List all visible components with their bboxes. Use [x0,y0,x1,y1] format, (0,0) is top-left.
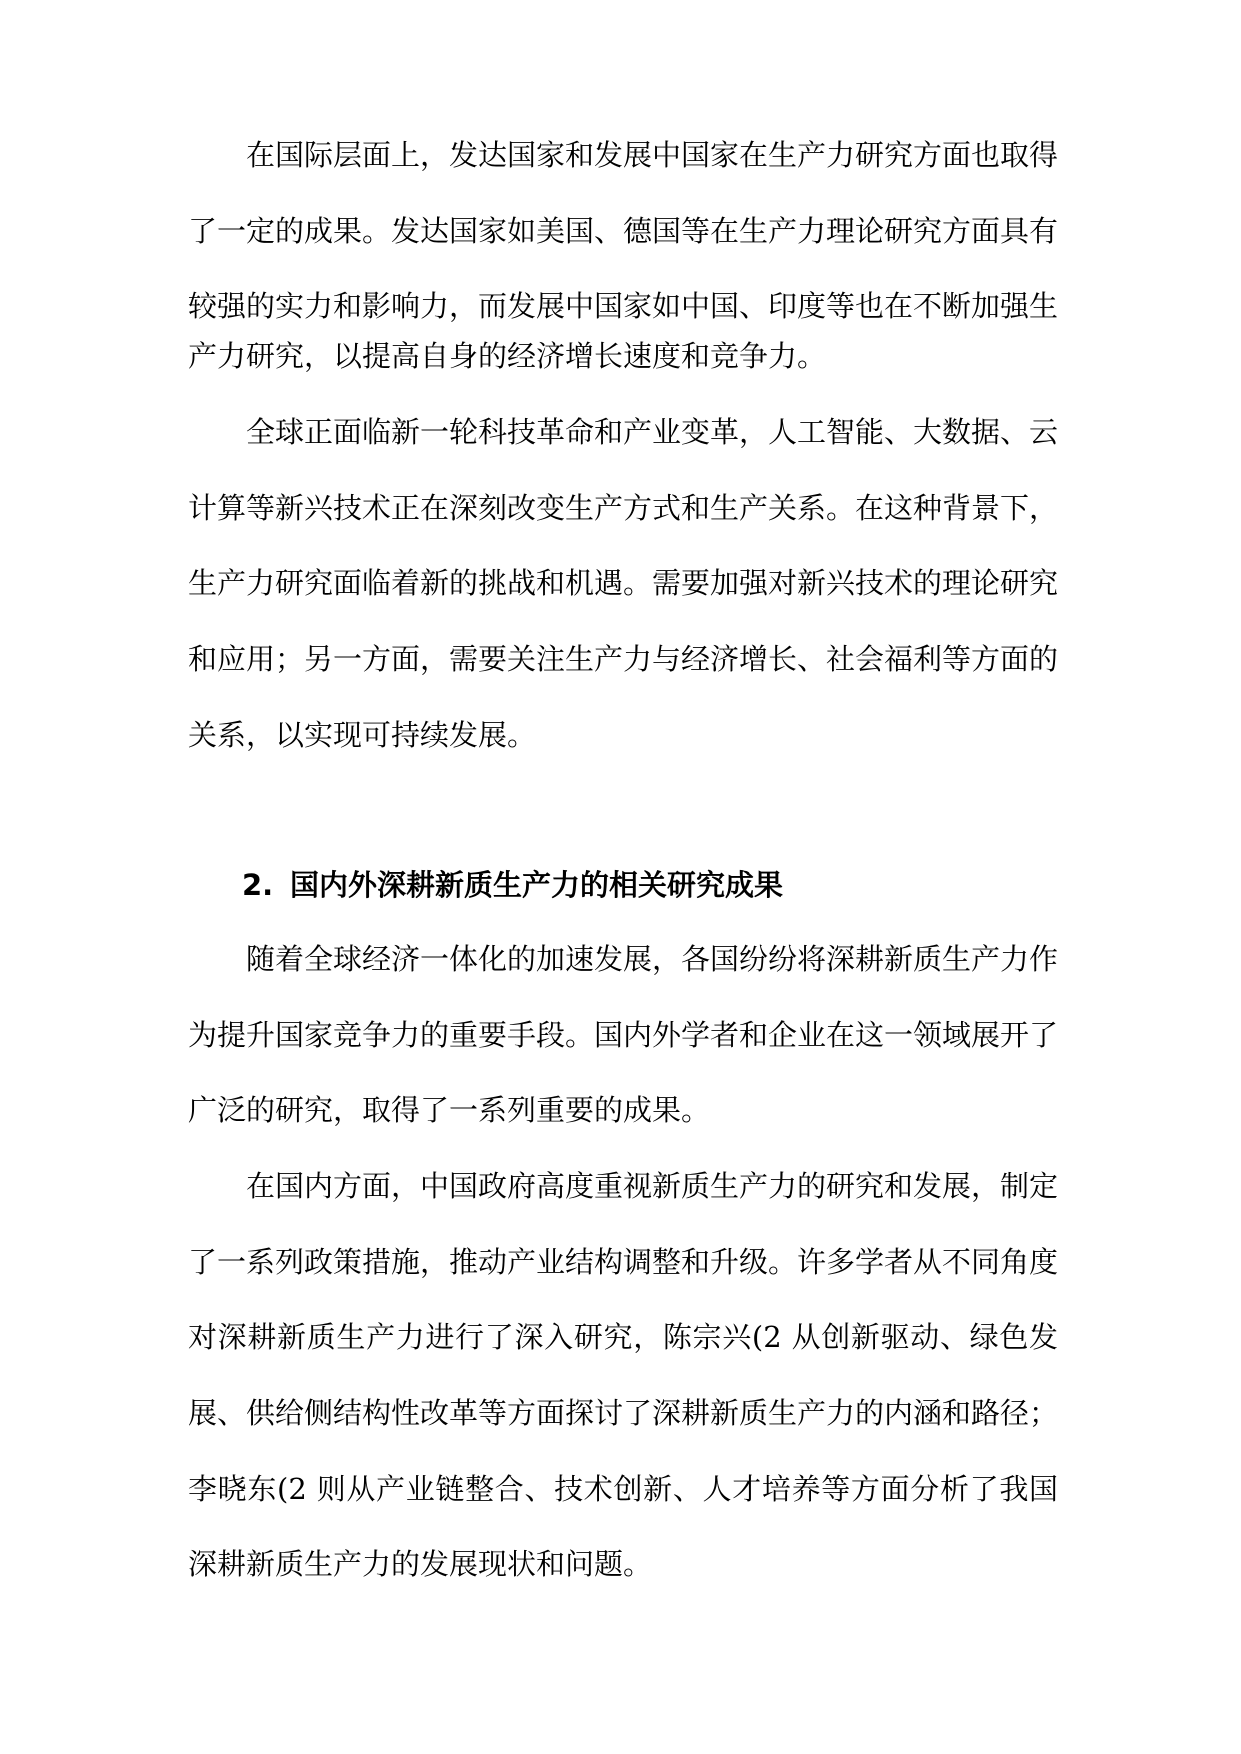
paragraph-line: 产力研究，以提高自身的经济增长速度和竞争力。 [188,339,827,373]
paragraph-line: 随着全球经济一体化的加速发展，各国纷纷将深耕新质生产力作 [246,942,1059,976]
paragraph-line: 李晓东(2 则从产业链整合、技术创新、人才培养等方面分析了我国 [188,1472,1058,1506]
paragraph-line: 关系，以实现可持续发展。 [188,718,537,752]
paragraph-line: 了一系列政策措施，推动产业结构调整和升级。许多学者从不同角度 [188,1245,1059,1279]
section-number: 2. [242,868,274,902]
paragraph-line: 和应用；另一方面，需要关注生产力与经济增长、社会福利等方面的 [188,642,1059,676]
paragraph-line: 深耕新质生产力的发展现状和问题。 [188,1547,653,1581]
paragraph-line: 较强的实力和影响力，而发展中国家如中国、印度等也在不断加强生 [188,289,1059,323]
paragraph-line: 对深耕新质生产力进行了深入研究，陈宗兴(2 从创新驱动、绿色发 [188,1320,1058,1354]
paragraph-line: 展、供给侧结构性改革等方面探讨了深耕新质生产力的内涵和路径； [188,1396,1059,1430]
section-title: 国内外深耕新质生产力的相关研究成果 [290,868,784,902]
paragraph-line: 在国内方面，中国政府高度重视新质生产力的研究和发展，制定 [246,1169,1059,1203]
paragraph-line: 在国际层面上，发达国家和发展中国家在生产力研究方面也取得 [246,138,1059,172]
paragraph-line: 为提升国家竞争力的重要手段。国内外学者和企业在这一领域展开了 [188,1018,1059,1052]
paragraph-line: 计算等新兴技术正在深刻改变生产方式和生产关系。在这种背景下， [188,491,1059,525]
paragraph-line: 生产力研究面临着新的挑战和机遇。需要加强对新兴技术的理论研究 [188,566,1059,600]
paragraph-line: 广泛的研究，取得了一系列重要的成果。 [188,1093,711,1127]
paragraph-line: 了一定的成果。发达国家如美国、德国等在生产力理论研究方面具有 [188,214,1059,248]
paragraph-line: 全球正面临新一轮科技革命和产业变革，人工智能、大数据、云 [246,415,1059,449]
section-heading [242,866,783,904]
